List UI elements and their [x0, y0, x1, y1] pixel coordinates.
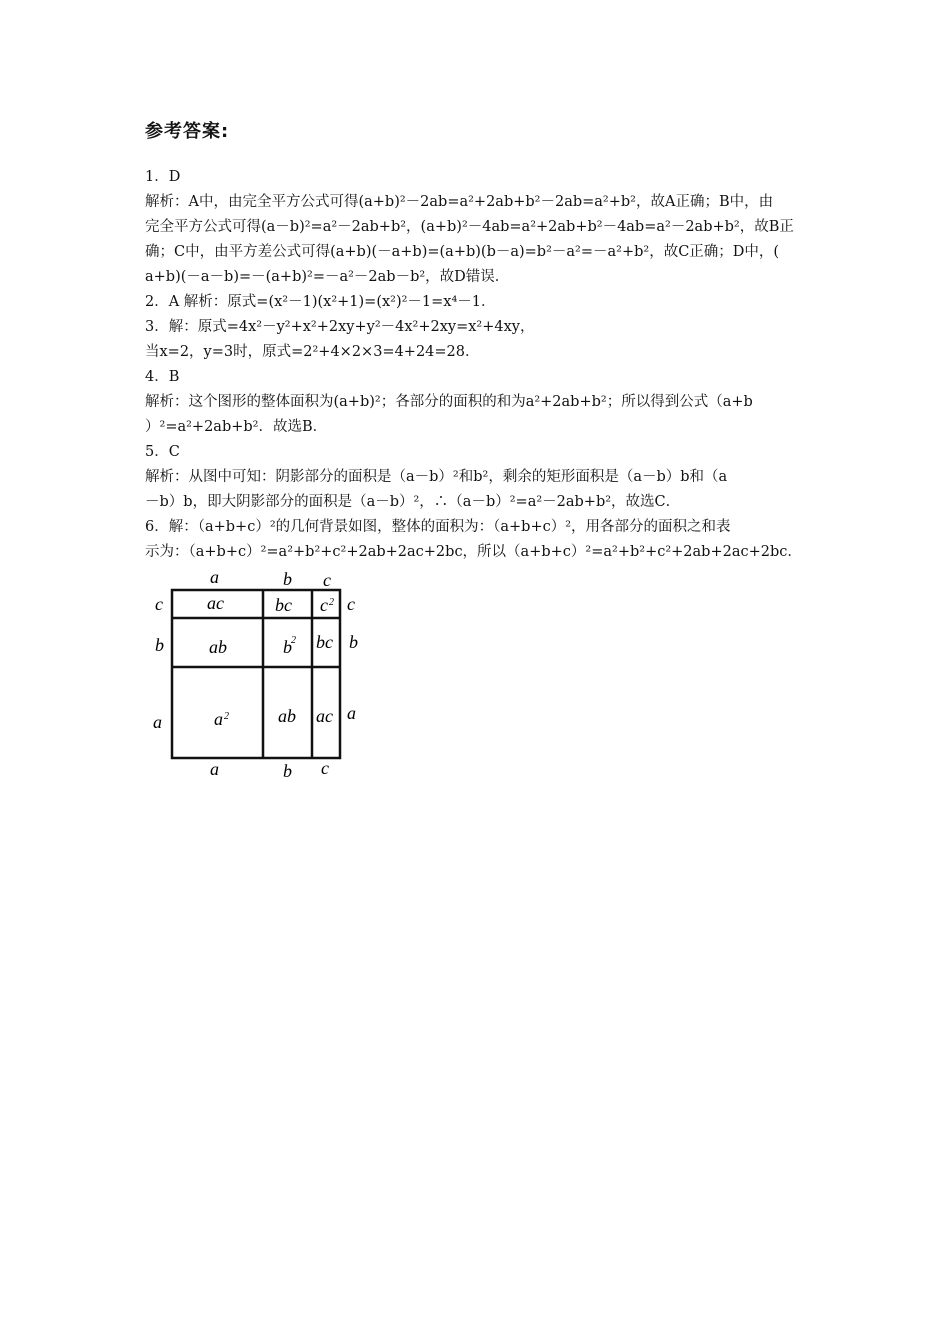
- text-line: －b）b，即大阴影部分的面积是（a－b）²，∴（a－b）²=a²－2ab+b²，故选C．: [145, 494, 681, 510]
- cell-bc-mid: bc: [316, 632, 333, 652]
- superscript: 2: [329, 597, 334, 608]
- text-line: 5．C: [145, 444, 180, 460]
- text-line: ）²=a²+2ab+b²．故选B．: [145, 419, 328, 435]
- bottom-label-b: b: [283, 761, 292, 781]
- right-label-b: b: [349, 632, 358, 652]
- text-line: 3．解：原式=4x²－y²+x²+2xy+y²－4x²+2xy=x²+4xy，: [145, 319, 535, 335]
- cell-ac-top: ac: [207, 593, 224, 613]
- cell-ac-bottom: ac: [316, 706, 333, 726]
- text-line: 4．B: [145, 369, 180, 385]
- answer-content: [145, 165, 815, 565]
- left-label-c: c: [155, 594, 163, 614]
- cell-ab-bottom: ab: [278, 706, 296, 726]
- cell-ab-mid: ab: [209, 637, 227, 657]
- right-label-a: a: [347, 703, 356, 723]
- superscript: 2: [224, 711, 229, 722]
- cell-c-squared: c: [320, 595, 328, 615]
- text-line: 当x=2，y=3时，原式=2²+4×2×3=4+24=28．: [145, 344, 480, 360]
- left-label-b: b: [155, 635, 164, 655]
- top-label-c: c: [323, 570, 331, 590]
- text-line: 2．A 解析：原式=(x²－1)(x²+1)=(x²)²－1=x⁴－1．: [145, 294, 496, 310]
- text-line: 完全平方公式可得(a－b)²=a²－2ab+b²，(a+b)²－4ab=a²+2ab+b²－4ab=a²－2ab+b²，故B正: [145, 219, 794, 235]
- text-line: 解析：从图中可知：阴影部分的面积是（a－b）²和b²，剩余的矩形面积是（a－b）b和（a: [145, 469, 728, 485]
- grid-lines: [172, 590, 340, 758]
- cell-a-squared: a: [214, 709, 223, 729]
- top-label-a: a: [210, 567, 219, 587]
- page-title: 参考答案:: [145, 121, 230, 142]
- cell-b-squared: b: [283, 637, 292, 657]
- text-line: 6．解：（a+b+c）²的几何背景如图，整体的面积为：（a+b+c）²，用各部分的面积之和表: [145, 519, 731, 535]
- text-line: 确；C中，由平方差公式可得(a+b)(－a+b)=(a+b)(b－a)=b²－a²=－a²+b²，故C正确；D中，(: [145, 244, 780, 260]
- cell-bc-top: bc: [275, 595, 292, 615]
- left-label-a: a: [153, 712, 162, 732]
- top-label-b: b: [283, 569, 292, 589]
- area-diagram: [140, 565, 380, 785]
- text-line: 示为：（a+b+c）²=a²+b²+c²+2ab+2ac+2bc，所以（a+b+c）²=a²+b²+c²+2ab+2ac+2bc．: [145, 544, 802, 560]
- text-line: 解析：这个图形的整体面积为(a+b)²；各部分的面积的和为a²+2ab+b²；所以得到公式（a+b: [145, 394, 753, 410]
- bottom-label-a: a: [210, 759, 219, 779]
- text-line: 解析：A中，由完全平方公式可得(a+b)²－2ab=a²+2ab+b²－2ab=a²+b²，故A正确；B中，由: [145, 194, 774, 210]
- right-label-c: c: [347, 594, 355, 614]
- text-line: 1．D: [145, 169, 181, 185]
- superscript: 2: [291, 635, 296, 646]
- bottom-label-c: c: [321, 758, 329, 778]
- text-line: a+b)(－a－b)=－(a+b)²=－a²－2ab－b²，故D错误．: [145, 269, 510, 285]
